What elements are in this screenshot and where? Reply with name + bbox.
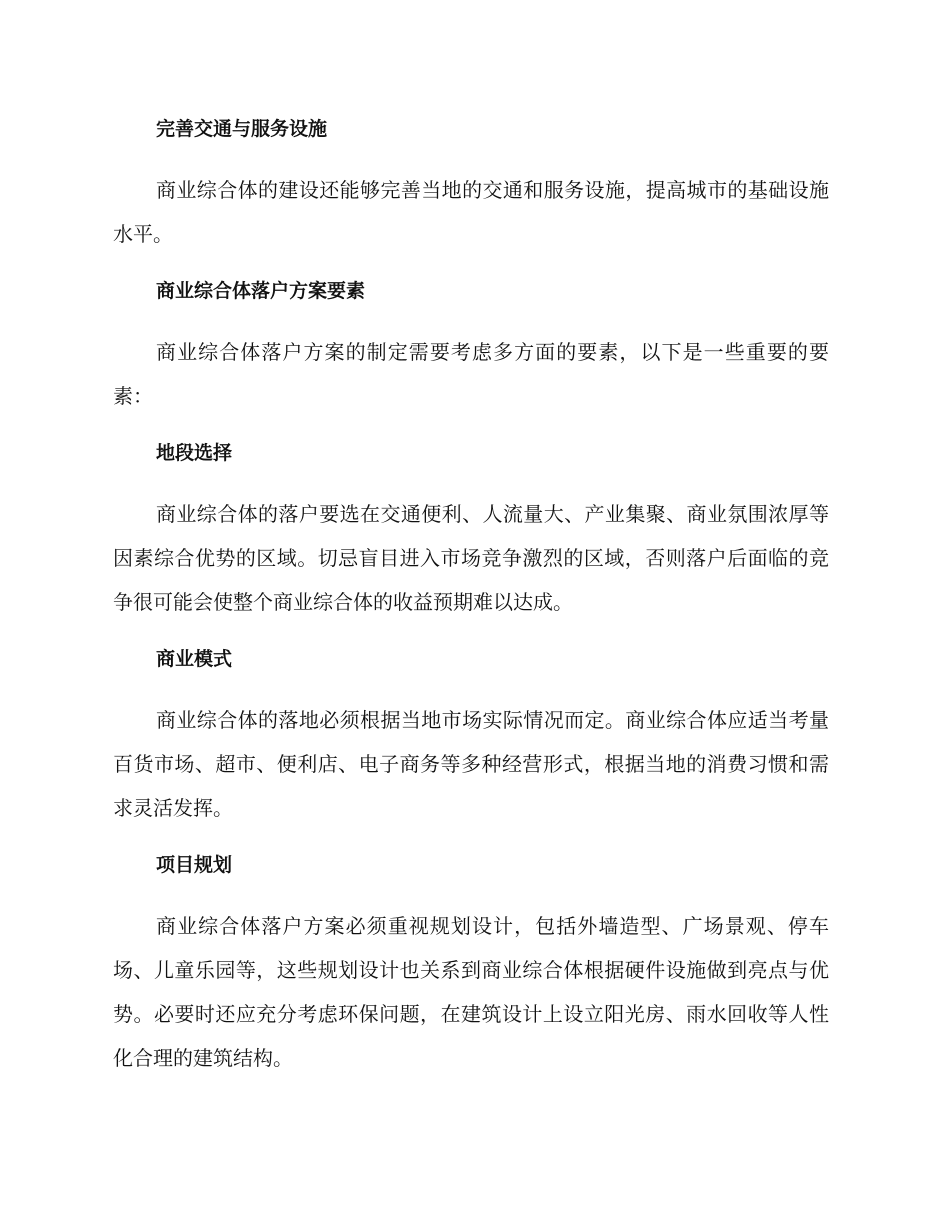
section-heading: 地段选择 xyxy=(156,442,233,464)
section-project-planning xyxy=(113,844,829,1080)
section-heading: 商业模式 xyxy=(156,648,233,670)
section-paragraph: 商业综合体的建设还能够完善当地的交通和服务设施，提高城市的基础设施水平。 xyxy=(113,178,829,246)
section-heading: 商业综合体落户方案要素 xyxy=(156,280,366,302)
section-business-model xyxy=(113,638,829,844)
section-paragraph: 商业综合体落户方案必须重视规划设计，包括外墙造型、广场景观、停车场、儿童乐园等，这些规划设计也关系到商业综合体根据硬件设施做到亮点与优势。必要时还应充分考虑环保问题，在建筑设计上设立阳光房、雨水回收等人性化合理的建筑结构。 xyxy=(113,914,829,1070)
section-paragraph: 商业综合体落户方案的制定需要考虑多方面的要素，以下是一些重要的要素： xyxy=(113,340,829,408)
section-transport xyxy=(113,108,829,270)
document-page xyxy=(113,108,829,1080)
section-paragraph: 商业综合体的落地必须根据当地市场实际情况而定。商业综合体应适当考量百货市场、超市、便利店、电子商务等多种经营形式，根据当地的消费习惯和需求灵活发挥。 xyxy=(113,708,829,820)
section-elements xyxy=(113,270,829,432)
section-location xyxy=(113,432,829,638)
section-heading: 项目规划 xyxy=(156,854,233,876)
section-paragraph: 商业综合体的落户要选在交通便利、人流量大、产业集聚、商业氛围浓厚等因素综合优势的区域。切忌盲目进入市场竞争激烈的区域，否则落户后面临的竞争很可能会使整个商业综合体的收益预期难以达成。 xyxy=(113,502,829,614)
section-heading: 完善交通与服务设施 xyxy=(156,118,328,140)
